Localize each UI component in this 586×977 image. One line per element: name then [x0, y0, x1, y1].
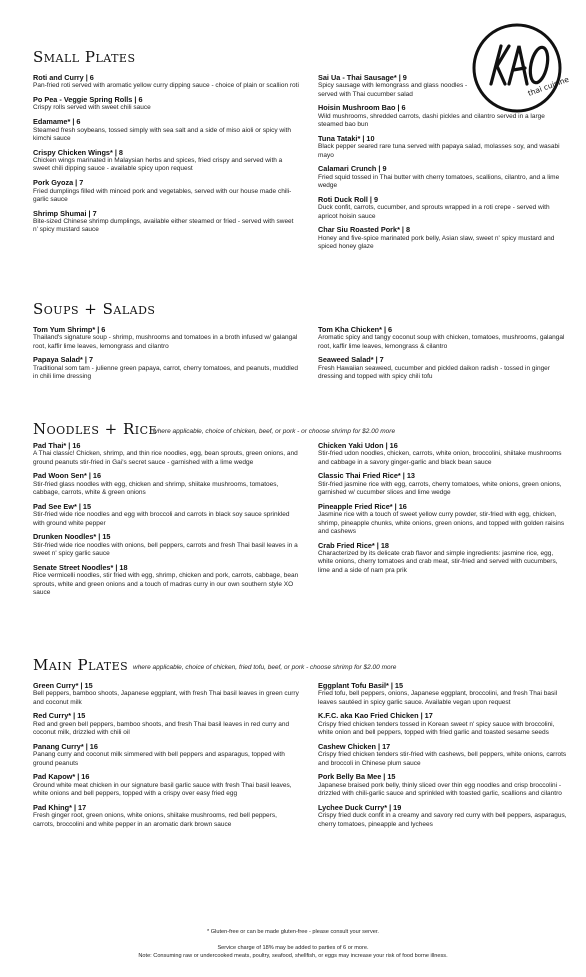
item-title: Papaya Salad* | 7 [33, 355, 94, 365]
menu-item [33, 96, 299, 113]
menu-item [33, 356, 299, 381]
item-title: Red Curry* | 15 [33, 711, 86, 721]
small-plates-right [318, 74, 568, 257]
item-title: Shrimp Shumai | 7 [33, 208, 97, 218]
menu-item [318, 196, 568, 221]
item-desc: Fried squid tossed in Thai butter with cherry tomatoes, scallions, cilantro, and a lime wedge [318, 173, 560, 190]
menu-item [318, 682, 570, 707]
item-desc: Wild mushrooms, shredded carrots, dashi pickles and cilantro served in a large steamed bao bun [318, 112, 545, 129]
menu-item [33, 533, 299, 558]
item-title: Crispy Chicken Wings* | 8 [33, 147, 123, 157]
item-title: Seaweed Salad* | 7 [318, 355, 384, 365]
noodles-left [33, 442, 299, 603]
item-title: K.F.C. aka Kao Fried Chicken | 17 [318, 711, 433, 721]
item-desc: Chicken wings marinated in Malaysian herbs and spices, fried crispy and served with a sweet chili dipping sauce - available spicy upon request [33, 157, 283, 173]
item-title: Green Curry* | 15 [33, 681, 93, 690]
item-desc: Fresh Hawaiian seaweed, cucumber and pickled daikon radish - tossed in ginger dressing and topped with spicy chili tofu [318, 364, 550, 381]
item-title: Crab Fried Rice* | 18 [318, 540, 389, 550]
section-title-main-plates: Main Plates [33, 656, 129, 674]
section-title-small-plates: Small Plates [33, 48, 136, 66]
menu-item [33, 712, 299, 737]
item-desc: Spicy sausage with lemongrass and glass noodles - served with Thai cucumber salad [318, 82, 468, 98]
menu-item [33, 682, 299, 707]
item-title: Sai Ua - Thai Sausage* | 9 [318, 73, 407, 82]
svg-text:thai cuisine: thai cuisine [526, 74, 571, 98]
menu-item [318, 804, 570, 829]
item-title: Roti Duck Roll | 9 [318, 194, 379, 204]
item-title: Eggplant Tofu Basil* | 15 [318, 681, 404, 690]
menu-item [33, 472, 299, 497]
item-title: Tuna Tataki* | 10 [318, 133, 375, 143]
item-title: Calamari Crunch | 9 [318, 164, 387, 174]
footer-raw-food-note: Note: Consuming raw or undercooked meats, poultry, seafood, shellfish, or eggs may increase your risk of food borne illness. [138, 953, 448, 959]
item-title: Pad Khing* | 17 [33, 802, 87, 812]
item-title: Roti and Curry | 6 [33, 73, 94, 82]
item-desc: Ground white meat chicken in our signature basil garlic sauce with fresh Thai basil leaves, white onions and bell peppers, topped with a crispy over easy fried egg [33, 781, 292, 798]
item-title: Hoisin Mushroom Bao | 6 [318, 103, 406, 113]
noodles-note: where applicable, choice of chicken, beef, or pork - or choose shrimp for $2.00 more [153, 428, 396, 435]
item-desc: Fried tofu, bell peppers, onions, Japanese eggplant, broccolini, and fresh Thai basil leaves sautéed in spicy garlic sauce. Available vegan upon request [318, 690, 558, 706]
item-title: Senate Street Noodles* | 18 [33, 562, 128, 572]
item-desc: Bite-sized Chinese shrimp dumplings, available either steamed or fried - served with sweet n' spicy mustard sauce [33, 218, 294, 234]
item-desc: Stir-fried jasmine rice with egg, carrots, cherry tomatoes, white onions, green onions, garnished w/ cucumber slices and lime wedge [318, 480, 562, 497]
item-desc: Characterized by its delicate crab flavor and simple ingredients: jasmine rice, egg, white onions, cherry tomatoes and crab meat, stir-fried and served with cucumbers, lime and a side of nam pra prik [318, 550, 558, 574]
menu-item [33, 74, 299, 91]
footer-service-charge: Service charge of 18% may be added to parties of 6 or more. [217, 945, 369, 951]
menu-item [318, 472, 570, 497]
section-title-soups-salads: Soups + Salads [33, 300, 156, 318]
item-desc: Japanese braised pork belly, thinly sliced over thin egg noodles and crisp broccolini - drizzled with chili-garlic sauce and sprinkled with toasted garlic, scallions and cilantro [318, 781, 562, 798]
item-title: Lychee Duck Curry* | 19 [318, 802, 402, 812]
item-title: Pad Thai* | 16 [33, 441, 81, 450]
section-title-noodles-rice: Noodles + Rice [33, 420, 158, 438]
item-title: Tom Kha Chicken* | 6 [318, 325, 393, 334]
item-desc: Thailand's signature soup - shrimp, mushrooms and tomatoes in a broth infused w/ galangal root, kaffir lime leaves, lemongrass and cilantro [33, 334, 298, 350]
noodles-right [318, 442, 570, 581]
menu-item [33, 442, 299, 467]
item-title: Pineapple Fried Rice* | 16 [318, 501, 407, 511]
mains-right [318, 682, 570, 834]
item-desc: Rice vermicelli noodles, stir fried with egg, shrimp, chicken and pork, carrots, cabbage, bean sprouts, white and green onions and a touch of madras curry in our own southern style XO sauce [33, 572, 299, 596]
item-title: Edamame* | 6 [33, 117, 81, 127]
item-desc: Stir-fried udon noodles, chicken, carrots, white onion, broccolini, shiitake mushrooms and cabbage in a savory ginger-garlic and black bean sauce [318, 450, 562, 466]
menu-item [33, 564, 299, 597]
menu-item [318, 542, 570, 575]
menu-item [33, 773, 299, 798]
menu-item [318, 165, 568, 190]
menu-item [33, 118, 299, 143]
item-title: Po Pea - Veggie Spring Rolls | 6 [33, 95, 143, 105]
menu-item [33, 149, 299, 174]
item-desc: Bell peppers, bamboo shoots, Japanese eggplant, with fresh Thai basil leaves in green curry and coconut milk [33, 690, 299, 706]
item-title: Panang Curry* | 16 [33, 741, 98, 751]
menu-item [33, 743, 299, 768]
item-desc: Crispy fried duck confit in a creamy and savory red curry with bell peppers, asparagus, cherry tomatoes, pineapple and lychees [318, 812, 567, 828]
item-title: Pad Kapow* | 16 [33, 772, 90, 782]
menu-item [318, 773, 570, 798]
item-desc: Stir-fried wide rice noodles and egg with broccoli and carrots in black soy sauce sprinkled with ground white pepper [33, 511, 290, 527]
menu-item [318, 503, 570, 536]
menu-item [318, 743, 570, 768]
item-desc: Red and green bell peppers, bamboo shoots, and fresh Thai basil leaves in red curry and coconut milk, drizzled with chili oil [33, 720, 290, 737]
menu-item [33, 179, 299, 204]
item-title: Tom Yum Shrimp* | 6 [33, 325, 106, 334]
menu-item [33, 804, 299, 829]
menu-item [318, 135, 568, 160]
menu-item [318, 712, 570, 737]
soups-left [33, 326, 299, 387]
item-desc: Honey and five-spice marinated pork belly, Asian slaw, sweet n' spicy mustard and spiced honey glaze [318, 234, 555, 251]
item-desc: Panang curry and coconut milk simmered with bell peppers and asparagus, topped with ground peanuts [33, 751, 285, 767]
mains-note: where applicable, choice of chicken, fried tofu, beef, or pork - choose shrimp for $2.00 more [133, 664, 397, 671]
menu-item [318, 442, 570, 467]
item-title: Chicken Yaki Udon | 16 [318, 441, 398, 450]
item-title: Drunken Noodles* | 15 [33, 532, 111, 542]
item-desc: Black pepper seared rare tuna served with papaya salad, molasses soy, and wasabi mayo [318, 143, 560, 159]
menu-item [318, 74, 473, 99]
item-desc: Stir-fried glass noodles with egg, chicken and shrimp, shiitake mushrooms, tomatoes, cabbage, carrots, white & green onions [33, 480, 279, 497]
menu-item [318, 356, 570, 381]
item-title: Pad Woon Sen* | 16 [33, 471, 101, 481]
item-title: Classic Thai Fried Rice* | 13 [318, 471, 415, 481]
menu-item [318, 104, 568, 129]
item-desc: Pan-fried roti served with aromatic yellow curry dipping sauce - choice of plain or scallion roti [33, 82, 299, 90]
menu-item [318, 326, 570, 351]
small-plates-left [33, 74, 299, 240]
item-desc: Crispy fried chicken tenders stir-fried with cashews, bell peppers, white onions, carrots and broccoli in Chinese plum sauce [318, 751, 567, 767]
item-desc: Crispy rolls served with sweet chili sauce [33, 104, 151, 112]
item-desc: Aromatic spicy and tangy coconut soup with chicken, tomatoes, mushrooms, galangal root, kaffir lime leaves, lemongrass & cilantro [318, 334, 565, 350]
menu-item [318, 226, 568, 251]
item-title: Char Siu Roasted Pork* | 8 [318, 225, 411, 235]
soups-right [318, 326, 570, 387]
menu-item [33, 503, 299, 528]
item-desc: A Thai classic! Chicken, shrimp, and thin rice noodles, egg, bean sprouts, green onions, and ground peanuts stir-fried in Gai's secret sauce - garnished with a lime wedge [33, 450, 298, 466]
item-desc: Fresh ginger root, green onions, white onions, shiitake mushrooms, red bell peppers, carrots, broccolini and white pepper in an aromatic dark brown sauce [33, 812, 277, 828]
footer-gluten-note: * Gluten-free or can be made gluten-free - please consult your server. [207, 929, 379, 935]
mains-left [33, 682, 299, 834]
menu-item [33, 326, 299, 351]
item-desc: Stir-fried wide rice noodles with onions, bell peppers, carrots and fresh Thai basil leaves in a sweet n' spicy garlic sauce [33, 541, 298, 558]
item-desc: Steamed fresh soybeans, tossed simply with sea salt and a side of miso aioli or spicy with kimchi sauce [33, 126, 291, 142]
item-title: Pad See Ew* | 15 [33, 501, 92, 511]
item-title: Pork Gyoza | 7 [33, 178, 84, 188]
item-title: Pork Belly Ba Mee | 15 [318, 772, 396, 782]
item-desc: Duck confit, carrots, cucumber, and sprouts wrapped in a roti crepe - served with apricot hoisin sauce [318, 204, 550, 220]
item-desc: Traditional som tam - julienne green papaya, carrot, cherry tomatoes, and peanuts, muddled in chili lime dressing [33, 364, 298, 381]
item-desc: Crispy fried chicken tenders tossed in Korean sweet n' spicy sauce with broccolini, white onion and bell peppers, topped with fried garlic and toasted sesame seeds [318, 720, 555, 737]
item-desc: Jasmine rice with a touch of sweet yellow curry powder, stir-fried with egg, chicken, shrimp, pineapple chunks, white onions, green onions, and topped with golden raisins and cashews [318, 511, 565, 535]
item-title: Cashew Chicken | 17 [318, 741, 391, 751]
menu-item [33, 210, 299, 235]
item-desc: Fried dumplings filled with minced pork and vegetables, served with our house made chili-garlic sauce [33, 187, 292, 203]
